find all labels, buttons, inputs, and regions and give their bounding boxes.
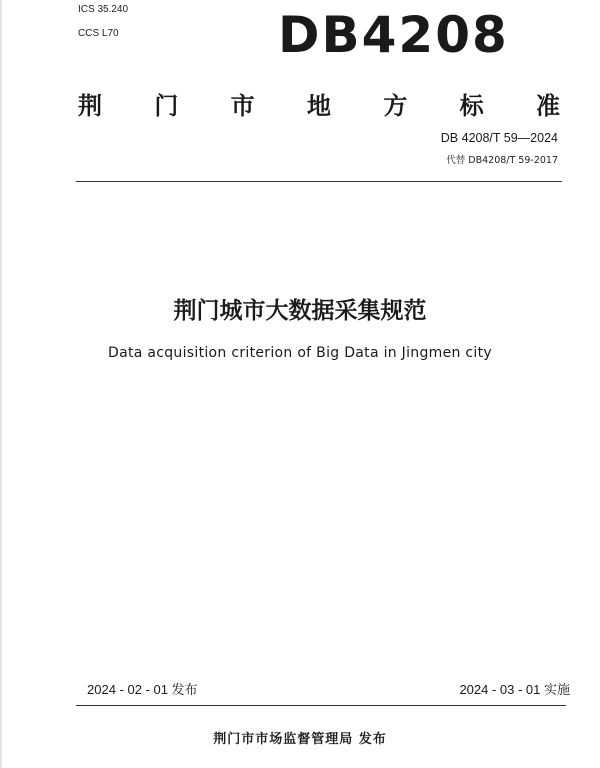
ccs-code: CCS L70 bbox=[78, 28, 119, 39]
standard-type bbox=[78, 86, 560, 121]
footer-divider bbox=[76, 705, 566, 706]
ics-code: ICS 35.240 bbox=[78, 4, 129, 15]
standard-code-large: DB4208 bbox=[278, 6, 509, 64]
replaces-standard: 代替 DB4208/T 59-2017 bbox=[446, 155, 558, 166]
standard-type-char: 准 bbox=[535, 92, 560, 120]
implementation-date: 2024 - 03 - 01 实施 bbox=[459, 682, 570, 697]
standard-type-char: 标 bbox=[459, 92, 484, 120]
standard-number: DB 4208/T 59—2024 bbox=[440, 131, 558, 145]
standard-type-char: 门 bbox=[154, 92, 179, 120]
issue-date: 2024 - 02 - 01 发布 bbox=[87, 682, 198, 697]
document-title-english: Data acquisition criterion of Big Data in Jingmen city bbox=[107, 345, 492, 361]
standard-type-char: 荆 bbox=[78, 92, 102, 120]
document-title-chinese: 荆门城市大数据采集规范 bbox=[173, 298, 427, 324]
publisher: 荆门市市场监督管理局 发布 bbox=[213, 732, 387, 747]
standard-type-char: 方 bbox=[383, 92, 408, 120]
scan-edge bbox=[0, 0, 3, 768]
standard-type-char: 市 bbox=[230, 92, 255, 120]
header-divider bbox=[76, 181, 562, 182]
standard-type-char: 地 bbox=[306, 92, 331, 120]
